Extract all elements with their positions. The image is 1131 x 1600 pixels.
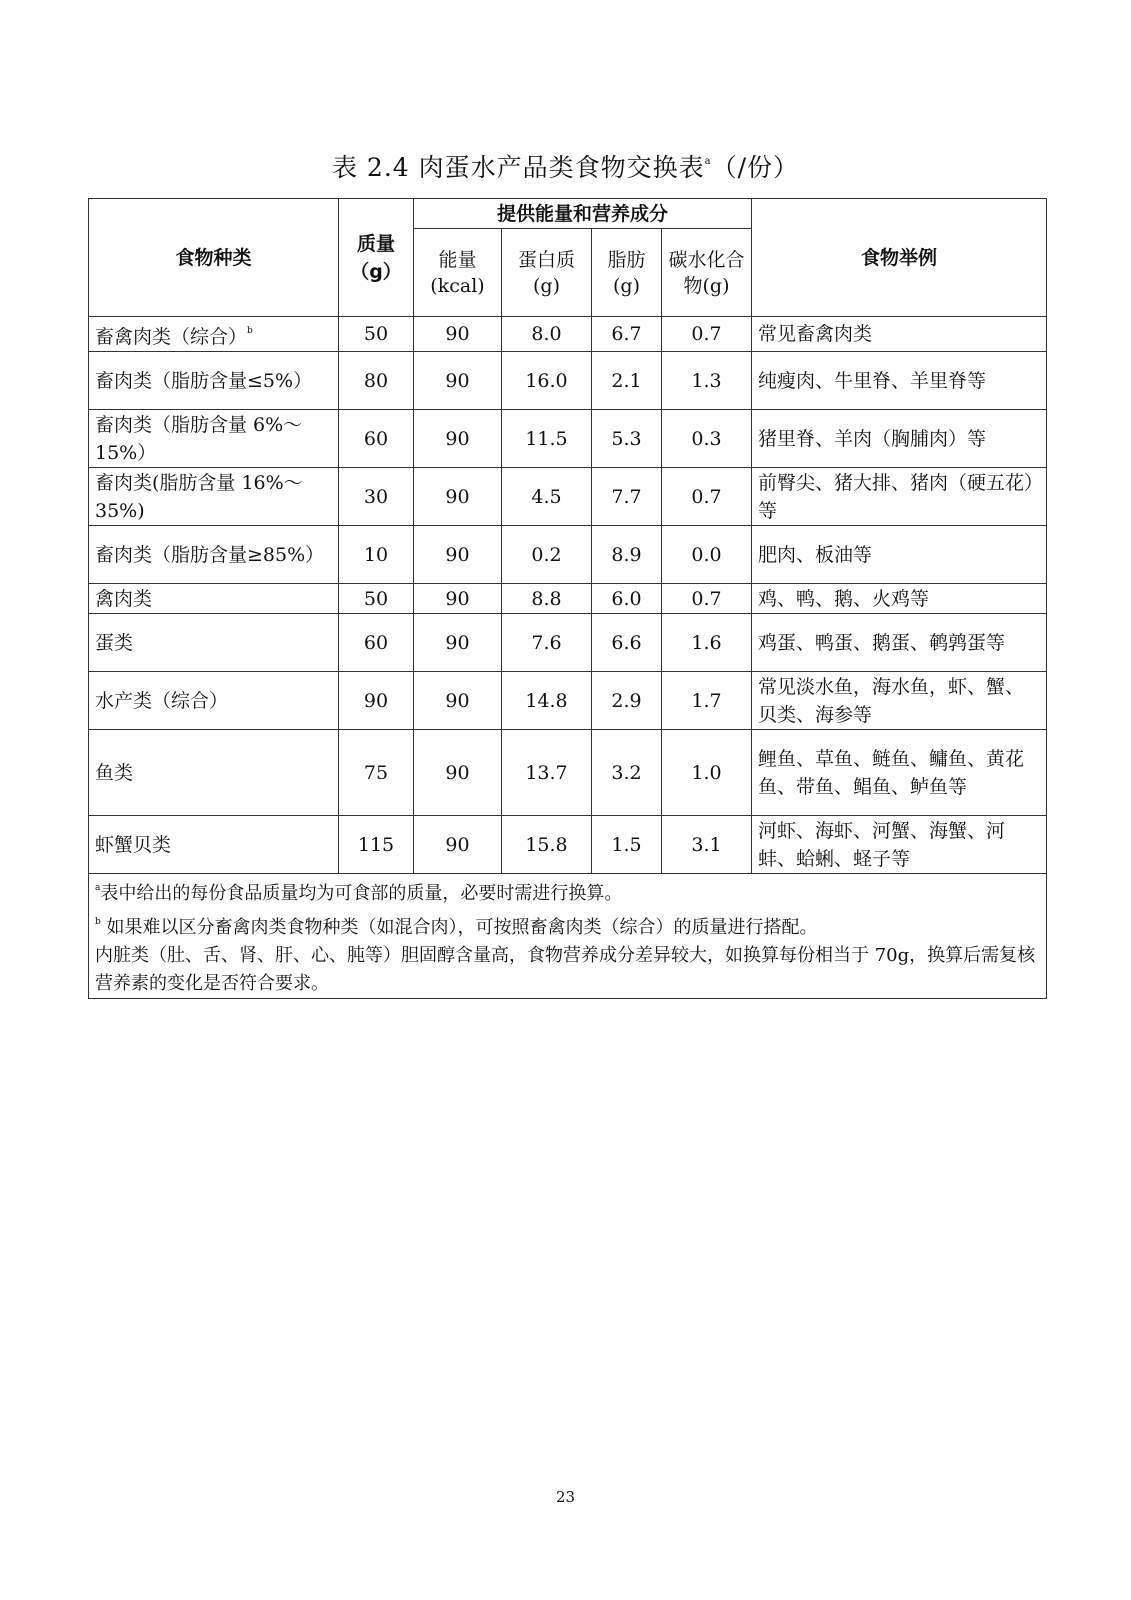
cell-protein xyxy=(502,672,592,730)
cell-examples xyxy=(752,730,1047,816)
cell-protein-text: 13.7 xyxy=(525,761,568,784)
cell-mass xyxy=(339,584,414,614)
cell-mass-text: 10 xyxy=(363,543,389,566)
cell-energy xyxy=(414,526,502,584)
cell-carb-text: 1.3 xyxy=(691,369,722,392)
cell-mass-text: 75 xyxy=(363,761,389,784)
cell-fat-text: 5.3 xyxy=(611,427,642,450)
cell-protein xyxy=(502,352,592,410)
cell-examples xyxy=(752,468,1047,526)
table-row xyxy=(89,584,1047,614)
cell-food-type xyxy=(89,317,339,352)
cell-food-type xyxy=(89,672,339,730)
header-provides: 提供能量和营养成分 xyxy=(414,199,752,229)
cell-mass xyxy=(339,410,414,468)
cell-food-type-text: 虾蟹贝类 xyxy=(95,833,172,856)
cell-food-type-text: 蛋类 xyxy=(95,631,134,654)
table-row xyxy=(89,468,1047,526)
cell-examples xyxy=(752,614,1047,672)
cell-carb-text: 0.7 xyxy=(691,485,722,508)
cell-protein-text: 8.8 xyxy=(531,587,562,610)
cell-carb-text: 1.0 xyxy=(691,761,722,784)
cell-fat-text: 3.2 xyxy=(611,761,642,784)
title-footnote-mark: a xyxy=(704,156,712,167)
cell-food-type-text: 鱼类 xyxy=(95,761,134,784)
cell-energy-text: 90 xyxy=(445,543,470,566)
cell-examples-text: 鲤鱼、草鱼、鲢鱼、鳙鱼、黄花鱼、带鱼、鲳鱼、鲈鱼等 xyxy=(758,747,1025,798)
cell-energy xyxy=(414,317,502,352)
cell-energy-text: 90 xyxy=(445,427,470,450)
cell-mass-text: 50 xyxy=(363,323,389,345)
note-b-mark: b xyxy=(95,917,101,927)
header-energy: 能量(kcal) xyxy=(414,229,502,317)
cell-carb xyxy=(662,614,752,672)
note-a-mark: a xyxy=(95,883,101,893)
cell-carb-text: 0.7 xyxy=(691,323,722,345)
cell-fat-text: 6.6 xyxy=(611,631,642,654)
cell-fat-text: 6.0 xyxy=(611,587,642,610)
header-food-type: 食物种类 xyxy=(89,199,339,317)
cell-fat xyxy=(592,410,662,468)
cell-protein xyxy=(502,526,592,584)
cell-food-type xyxy=(89,730,339,816)
cell-fat-text: 1.5 xyxy=(611,833,642,856)
cell-mass xyxy=(339,526,414,584)
cell-carb-text: 0.0 xyxy=(691,543,722,566)
table-row xyxy=(89,410,1047,468)
cell-mass xyxy=(339,672,414,730)
cell-examples-text: 河虾、海虾、河蟹、海蟹、河蚌、蛤蜊、蛏子等 xyxy=(758,819,1006,870)
header-carb: 碳水化合物(g) xyxy=(662,229,752,317)
cell-fat-text: 6.7 xyxy=(611,323,642,345)
cell-carb xyxy=(662,410,752,468)
cell-energy xyxy=(414,584,502,614)
cell-energy xyxy=(414,730,502,816)
page-number: 23 xyxy=(555,1488,576,1506)
cell-protein xyxy=(502,730,592,816)
cell-protein xyxy=(502,468,592,526)
cell-energy-text: 90 xyxy=(445,631,470,654)
cell-carb xyxy=(662,816,752,874)
cell-fat xyxy=(592,614,662,672)
cell-protein xyxy=(502,584,592,614)
note-a xyxy=(95,874,1040,908)
cell-carb xyxy=(662,526,752,584)
cell-mass-text: 115 xyxy=(357,833,395,856)
header-fat: 脂肪(g) xyxy=(592,229,662,317)
cell-examples xyxy=(752,526,1047,584)
cell-energy-text: 90 xyxy=(445,369,470,392)
note-b xyxy=(95,908,1040,942)
cell-mass xyxy=(339,614,414,672)
cell-carb xyxy=(662,730,752,816)
cell-examples-text: 猪里脊、羊肉（胸脯肉）等 xyxy=(758,427,987,450)
cell-mass-text: 60 xyxy=(363,631,389,654)
table-notes xyxy=(89,874,1047,999)
cell-food-type-text: 畜禽肉类（综合） xyxy=(95,326,248,348)
cell-energy-text: 90 xyxy=(445,323,470,345)
cell-carb-text: 0.7 xyxy=(691,587,722,610)
cell-carb xyxy=(662,317,752,352)
cell-fat xyxy=(592,672,662,730)
cell-food-type-text: 畜肉类（脂肪含量 6%～15%） xyxy=(95,413,303,464)
cell-protein-text: 0.2 xyxy=(531,543,562,566)
cell-energy xyxy=(414,614,502,672)
cell-protein-text: 4.5 xyxy=(531,485,562,508)
cell-food-type-text: 畜肉类(脂肪含量 16%～35%) xyxy=(95,471,303,522)
table-row xyxy=(89,352,1047,410)
cell-food-type-text: 畜肉类（脂肪含量≤5%） xyxy=(95,369,313,392)
table-row xyxy=(89,816,1047,874)
cell-fat-text: 7.7 xyxy=(611,485,642,508)
cell-fat-text: 2.9 xyxy=(611,689,642,712)
cell-fat xyxy=(592,468,662,526)
cell-protein-text: 8.0 xyxy=(531,323,562,345)
note-c: 内脏类（肚、舌、肾、肝、心、肫等）胆固醇含量高，食物营养成分差异较大，如换算每份相当于 70g，换算后需复核营养素的变化是否符合要求。 xyxy=(95,945,1036,994)
cell-carb-text: 3.1 xyxy=(691,833,722,856)
cell-examples-text: 纯瘦肉、牛里脊、羊里脊等 xyxy=(758,369,987,392)
cell-energy-text: 90 xyxy=(445,587,470,610)
cell-food-type xyxy=(89,526,339,584)
cell-examples-text: 鸡、鸭、鹅、火鸡等 xyxy=(758,587,930,610)
cell-energy xyxy=(414,672,502,730)
cell-carb xyxy=(662,672,752,730)
cell-carb xyxy=(662,584,752,614)
cell-energy-text: 90 xyxy=(445,689,470,712)
header-mass: 质量（g） xyxy=(339,199,414,317)
cell-examples xyxy=(752,352,1047,410)
cell-carb xyxy=(662,352,752,410)
cell-fat xyxy=(592,816,662,874)
cell-food-type-text: 水产类（综合） xyxy=(95,689,229,712)
cell-examples xyxy=(752,410,1047,468)
cell-examples-text: 鸡蛋、鸭蛋、鹅蛋、鹌鹑蛋等 xyxy=(758,631,1006,654)
cell-examples-text: 常见畜禽肉类 xyxy=(758,323,873,345)
cell-carb-text: 0.3 xyxy=(691,427,722,450)
cell-protein-text: 14.8 xyxy=(525,689,568,712)
note-b-text: 如果难以区分畜禽肉类食物种类（如混合肉），可按照畜禽肉类（综合）的质量进行搭配。 xyxy=(100,917,818,938)
cell-fat-text: 2.1 xyxy=(611,369,642,392)
table-row xyxy=(89,526,1047,584)
cell-energy xyxy=(414,410,502,468)
cell-fat xyxy=(592,317,662,352)
table-row xyxy=(89,672,1047,730)
cell-food-type-text: 畜肉类（脂肪含量≥85%） xyxy=(95,543,325,566)
table-title xyxy=(0,148,1131,184)
cell-mass xyxy=(339,816,414,874)
cell-protein-text: 11.5 xyxy=(525,427,568,450)
cell-fat xyxy=(592,352,662,410)
cell-mass xyxy=(339,730,414,816)
cell-energy xyxy=(414,352,502,410)
cell-fat xyxy=(592,584,662,614)
cell-mass-text: 90 xyxy=(363,689,389,712)
cell-mass xyxy=(339,317,414,352)
footnote-mark: b xyxy=(247,326,253,336)
table-row xyxy=(89,614,1047,672)
cell-energy-text: 90 xyxy=(445,485,470,508)
cell-fat-text: 8.9 xyxy=(611,543,642,566)
cell-food-type xyxy=(89,352,339,410)
cell-carb-text: 1.7 xyxy=(691,689,722,712)
cell-examples xyxy=(752,672,1047,730)
cell-energy xyxy=(414,816,502,874)
header-examples: 食物举例 xyxy=(752,199,1047,317)
cell-examples xyxy=(752,816,1047,874)
cell-protein xyxy=(502,410,592,468)
cell-food-type xyxy=(89,614,339,672)
cell-protein-text: 16.0 xyxy=(525,369,568,392)
table-title-unit: （/份） xyxy=(711,153,800,182)
cell-protein xyxy=(502,317,592,352)
cell-fat xyxy=(592,730,662,816)
food-exchange-table xyxy=(88,198,1047,999)
table-title-text: 表 2.4 肉蛋水产品类食物交换表 xyxy=(331,153,705,182)
cell-mass xyxy=(339,468,414,526)
note-a-text: 表中给出的每份食品质量均为可食部的质量，必要时需进行换算。 xyxy=(100,883,623,904)
cell-mass-text: 50 xyxy=(363,587,389,610)
cell-protein-text: 7.6 xyxy=(531,631,562,654)
header-protein: 蛋白质(g) xyxy=(502,229,592,317)
cell-mass-text: 80 xyxy=(363,369,389,392)
cell-protein-text: 15.8 xyxy=(525,833,568,856)
cell-examples xyxy=(752,584,1047,614)
cell-food-type xyxy=(89,584,339,614)
cell-carb xyxy=(662,468,752,526)
cell-food-type xyxy=(89,816,339,874)
cell-food-type-text: 禽肉类 xyxy=(95,587,153,610)
table-row xyxy=(89,317,1047,352)
cell-fat xyxy=(592,526,662,584)
cell-mass-text: 60 xyxy=(363,427,389,450)
cell-mass-text: 30 xyxy=(363,485,389,508)
cell-protein xyxy=(502,816,592,874)
cell-food-type xyxy=(89,410,339,468)
cell-energy xyxy=(414,468,502,526)
cell-protein xyxy=(502,614,592,672)
cell-energy-text: 90 xyxy=(445,833,470,856)
cell-examples-text: 前臀尖、猪大排、猪肉（硬五花）等 xyxy=(758,471,1034,522)
cell-examples-text: 常见淡水鱼，海水鱼，虾、蟹、贝类、海参等 xyxy=(758,675,1025,726)
table-row xyxy=(89,730,1047,816)
cell-energy-text: 90 xyxy=(445,761,470,784)
cell-examples xyxy=(752,317,1047,352)
cell-mass xyxy=(339,352,414,410)
cell-carb-text: 1.6 xyxy=(691,631,722,654)
cell-examples-text: 肥肉、板油等 xyxy=(758,543,873,566)
cell-food-type xyxy=(89,468,339,526)
